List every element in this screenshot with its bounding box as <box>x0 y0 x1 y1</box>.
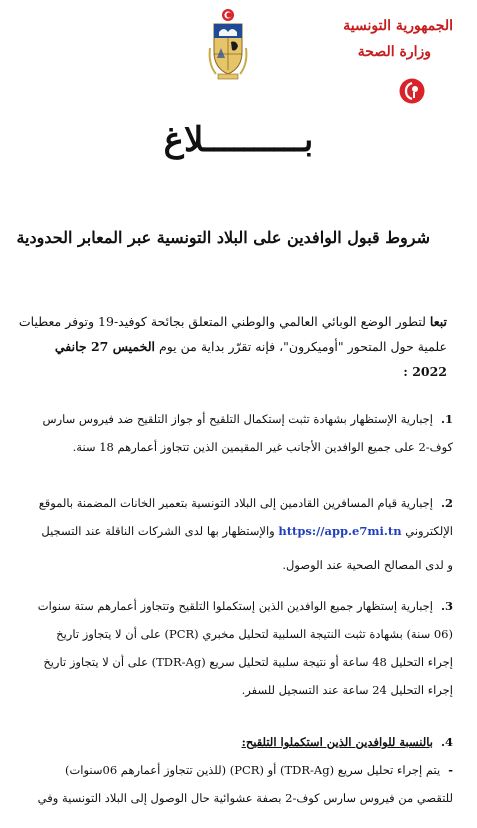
intro-line-1: تبعا لتطور الوضع الوبائي العالمي والوطني المتعلق بجائحة كوفيد-19 وتوفر معطيات <box>18 314 447 329</box>
document-title: شروط قبول الوافدين على البلاد التونسية عبر المعابر الحدودية <box>16 228 430 247</box>
intro-paragraph <box>17 309 447 384</box>
item-number: 1. <box>440 412 453 426</box>
list-item: 4.بالنسبة للوافدين الذين استكملوا التلقيح: -يتم إجراء تحليل سريع (TDR-Ag) أو (PCR) (للذين تتجاوز أعمارهم 06سنوات) للتقصي من فيروس سارس كوف-2 بصفة عشوائية حال الوصول إلى البلاد التونسية وفي <box>37 735 453 805</box>
intro-date: الخميس 27 جانفي 2022 : <box>54 339 447 379</box>
list-item: 2.إجبارية قيام المسافرين القادمين إلى البلاد التونسية بتعمير الخانات المضمنة بالموقع الإلكتروني https://app.e7mi.tn والإستظهار بها لدى الشركات الناقلة عند التسجيل و لدى المصالح الصحية عند الوصول. <box>38 496 453 572</box>
list-item: 1.إجبارية الإستظهار بشهادة تثبت إستكمال التلقيح أو جواز التلقيح ضد فيروس سارس كوف-2 على جميع الوافدين الأجانب غير المقيمين الذين تتجاوز أعمارهم 18 سنة. <box>42 412 453 454</box>
registration-link[interactable]: https://app.e7mi.tn <box>278 524 402 538</box>
announcement-heading: بــــــــــلاغ <box>163 120 314 160</box>
vaccinated-travelers-heading: بالنسبة للوافدين الذين استكملوا التلقيح: <box>241 735 433 749</box>
coat-of-arms-icon <box>206 8 250 80</box>
intro-lead: تبعا <box>429 314 447 329</box>
intro-line-2: علمية حول المتحور "أوميكرون"، فإنه تقرّر بداية من يوم الخميس 27 جانفي 2022 : <box>54 339 447 379</box>
item-number: 4. <box>440 735 453 749</box>
ministry-health-logo-icon <box>399 78 425 104</box>
bullet-dash: - <box>448 763 453 777</box>
list-item: 3.إجبارية إستظهار جميع الوافدين الذين إستكملوا التلقيح وتتجاوز أعمارهم ستة سنوات (06 سنة) بشهادة تثبت النتيجة السلبية لتحليل مخبري (PCR) على أن لا يتجاوز تاريخ إجراء التحليل 48 ساعة أو نتيجة سلبية لتحليل سريع (TDR-Ag) على أن لا يتجاوز تاريخ إجراء التحليل 24 ساعة عند التسجيل للسفر. <box>37 599 453 697</box>
republic-label: الجمهورية التونسية <box>343 18 453 34</box>
ministry-label: وزارة الصحة <box>357 44 431 60</box>
item-number: 3. <box>440 599 453 613</box>
item-number: 2. <box>440 496 453 510</box>
